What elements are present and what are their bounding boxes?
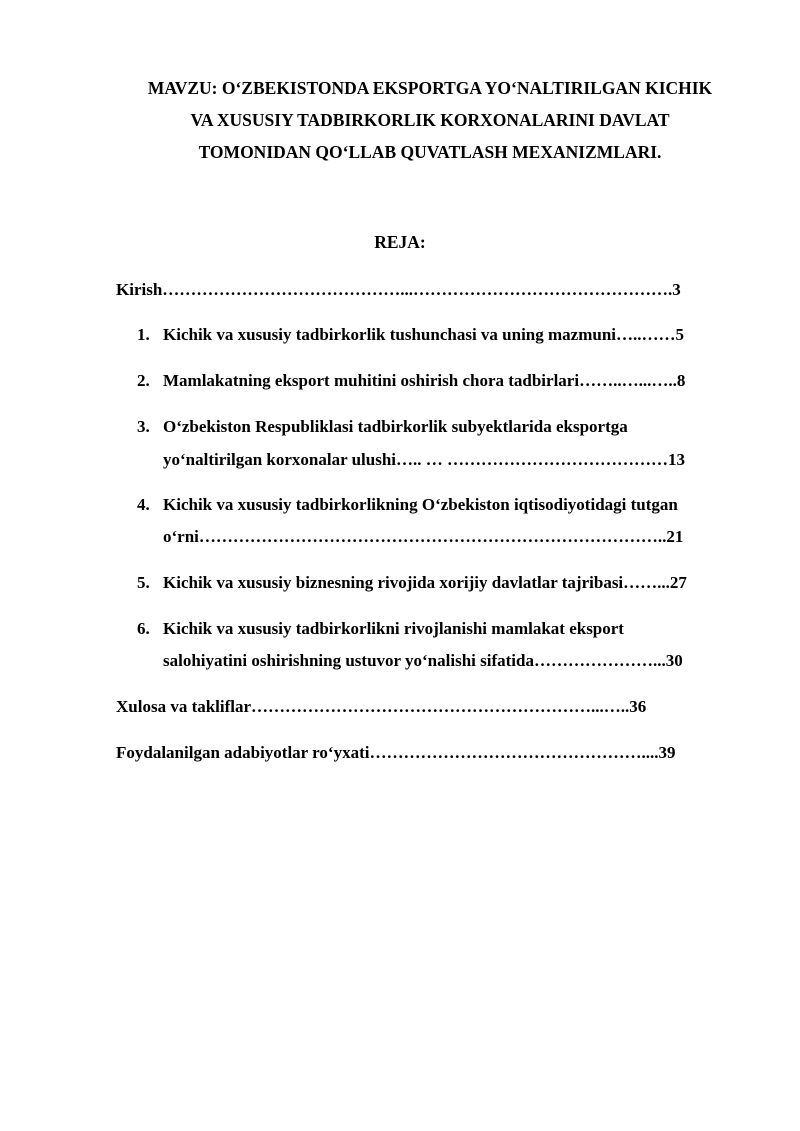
toc-item-5: Kichik va xususiy biznesning rivojida xorijiy davlatlar tajribasi……...27 [163, 573, 687, 592]
toc-item-2-number: 2. [137, 371, 150, 390]
page-title [90, 72, 770, 168]
toc-item-3-line-1: O‘zbekiston Respubliklasi tadbirkorlik subyektlarida eksportga [163, 417, 628, 436]
toc-item-6-line-2: salohiyatini oshirishning ustuvor yo‘nalishi sifatida…………………...30 [163, 651, 683, 670]
toc-item-2: Mamlakatning eksport muhitini oshirish chora tadbirlari……..…...…..8 [163, 371, 686, 390]
toc-item-6-line-1: Kichik va xususiy tadbirkorlikni rivojlanishi mamlakat eksport [163, 619, 624, 638]
plan-heading: REJA: [374, 232, 426, 252]
toc-item-4-line-1: Kichik va xususiy tadbirkorlikning O‘zbekiston iqtisodiyotidagi tutgan [163, 495, 678, 514]
toc-item-1-number: 1. [137, 325, 150, 344]
title-line-2: VA XUSUSIY TADBIRKORLIK KORXONALARINI DAVLAT [190, 110, 670, 130]
toc-item-5-number: 5. [137, 573, 150, 592]
toc-item-6-number: 6. [137, 619, 150, 638]
toc-item-3-number: 3. [137, 417, 150, 436]
toc-references: Foydalanilgan adabiyotlar ro‘yxati…………………………………………....39 [116, 743, 676, 762]
toc-item-1: Kichik va xususiy tadbirkorlik tushunchasi va uning mazmuni…..……5 [163, 325, 684, 344]
title-line-1: MAVZU: O‘ZBEKISTONDA EKSPORTGA YO‘NALTIRILGAN KICHIK [147, 78, 713, 98]
toc-intro: Kirish……………………………………...……………………………………….3 [116, 280, 681, 299]
toc-item-4-line-2: o‘rni………………………………………………………………………..21 [163, 527, 684, 546]
toc-item-3-line-2: yo‘naltirilgan korxonalar ulushi….. … …………………………………13 [163, 450, 686, 469]
toc-conclusion: Xulosa va takliflar……………………………………………………...…..36 [116, 697, 647, 716]
toc-item-4-number: 4. [137, 495, 150, 514]
title-line-3: TOMONIDAN QO‘LLAB QUVATLASH MEXANIZMLARI. [198, 142, 662, 162]
